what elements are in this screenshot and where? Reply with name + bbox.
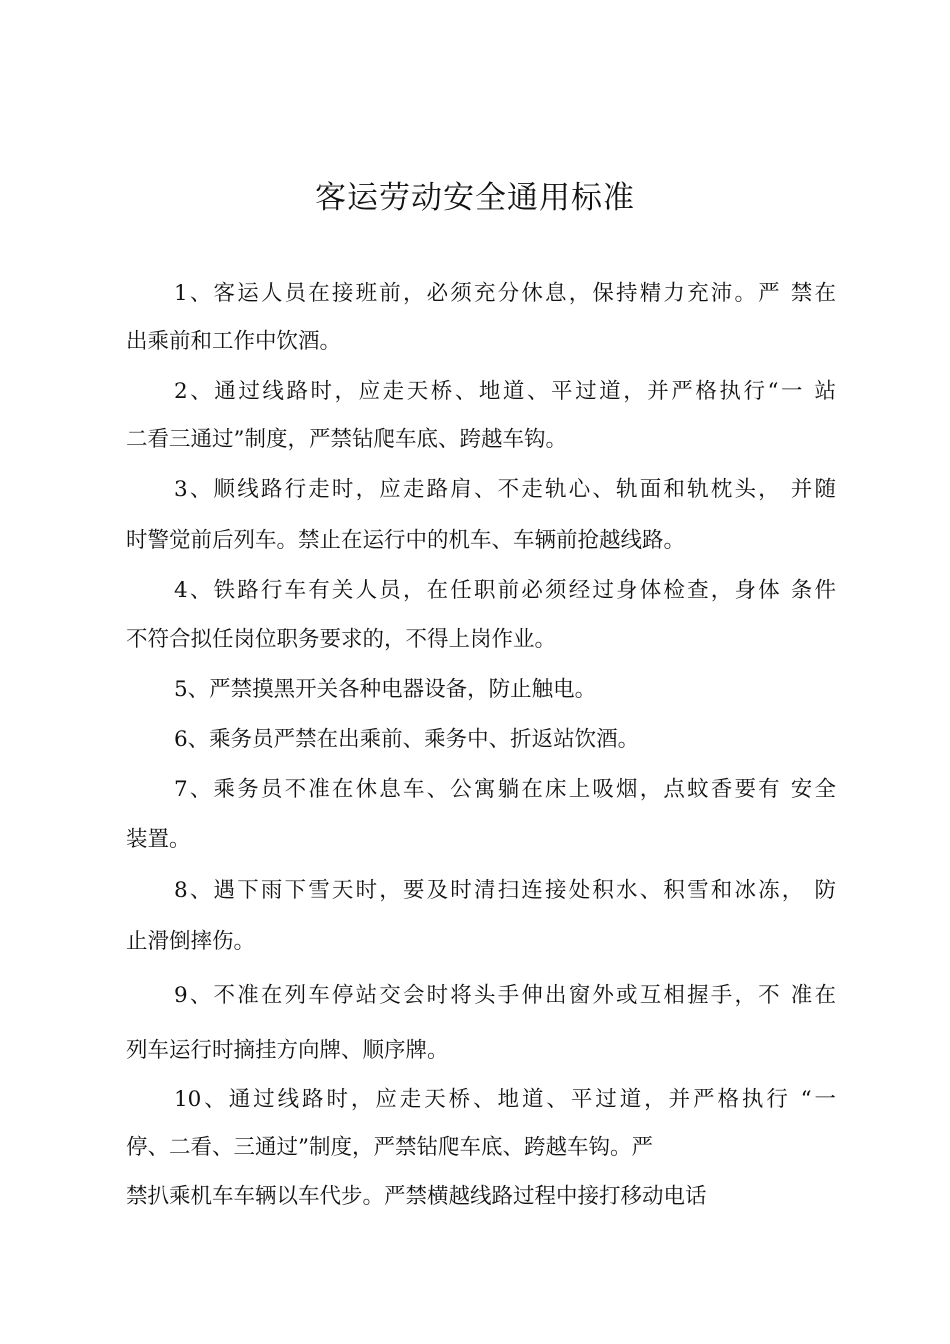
rule-8-line-1: 8、遇下雨下雪天时，要及时清扫连接处积水、积雪和冰冻， 防 (174, 878, 836, 903)
rule-5-line-1: 5、严禁摸黑开关各种电器设备，防止触电。 (174, 677, 597, 702)
rule-10-line-2: 停、二看、三通过”制度，严禁钻爬车底、跨越车钩。严 (126, 1135, 653, 1160)
rule-3-line-1: 3、顺线路行走时，应走路肩、不走轨心、轨面和轨枕头， 并随 (174, 477, 836, 502)
rule-8-line-2: 止滑倒摔伤。 (126, 929, 256, 954)
rule-4-line-1: 4、铁路行车有关人员，在任职前必须经过身体检查，身体 条件 (174, 578, 836, 603)
document-title: 客运劳动安全通用标准 (315, 180, 635, 216)
rule-3-line-2: 时警觉前后列车。禁止在运行中的机车、车辆前抢越线路。 (126, 528, 686, 553)
rule-10-line-1: 10、通过线路时，应走天桥、地道、平过道，并严格执行 “一 (174, 1087, 836, 1112)
rule-1-line-1: 1、客运人员在接班前，必须充分休息，保持精力充沛。严 禁在 (174, 281, 836, 306)
rule-7-line-2: 装置。 (126, 827, 191, 852)
rule-10-line-3: 禁扒乘机车车辆以车代步。严禁横越线路过程中接打移动电话 (126, 1184, 707, 1209)
rule-1-line-2: 出乘前和工作中饮酒。 (126, 329, 342, 354)
rule-9-line-1: 9、不准在列车停站交会时将头手伸出窗外或互相握手，不 准在 (174, 983, 836, 1008)
rule-2-line-1: 2、通过线路时，应走天桥、地道、平过道，并严格执行“一 站 (174, 379, 836, 404)
rule-6-line-1: 6、乘务员严禁在出乘前、乘务中、折返站饮酒。 (174, 727, 640, 752)
rule-7-line-1: 7、乘务员不准在休息车、公寓躺在床上吸烟，点蚊香要有 安全 (174, 777, 836, 802)
rule-9-line-2: 列车运行时摘挂方向牌、顺序牌。 (126, 1038, 449, 1063)
rule-2-line-2: 二看三通过”制度，严禁钻爬车底、跨越车钩。 (126, 427, 567, 452)
rule-4-line-2: 不符合拟任岗位职务要求的，不得上岗作业。 (126, 627, 557, 652)
